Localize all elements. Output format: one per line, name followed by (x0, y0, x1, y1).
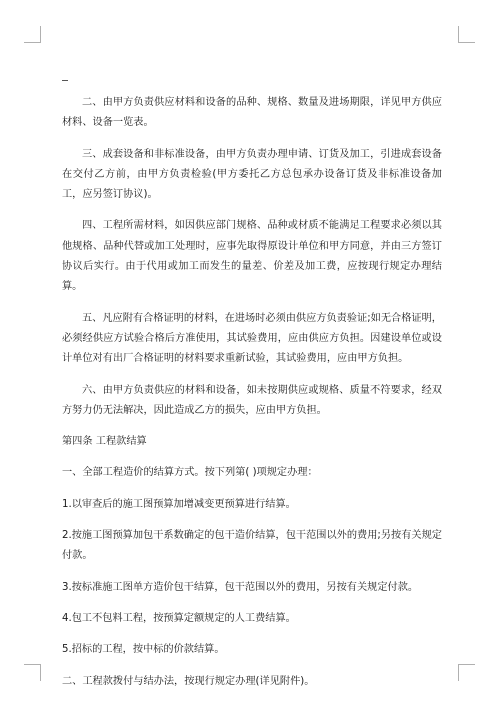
crop-mark-top-left (24, 26, 41, 43)
paragraph-material-substitution: 四、工程所需材料，如因供应部门规格、品种或材质不能满足工程要求必须以其他规格、品种代替或加工处理时，应事先取得原设计单位和甲方同意，并由三方签订协议后实行。由于代用或加工而发生的量差、价差及加工费，应按现行规定办理结算。 (62, 220, 442, 293)
list-item-5: 5.招标的工程，按中标的价款结算。 (62, 644, 225, 656)
crop-mark-bottom-right (458, 664, 475, 681)
list-item-1: 1.以审查后的施工图预算加增减变更预算进行结算。 (62, 498, 296, 510)
paragraph-supply-delay: 六、由甲方负责供应的材料和设备，如未按期供应或规格、质量不符要求，经双方努力仍无法解决，因此造成乙方的损失，应由甲方负担。 (62, 384, 442, 416)
list-item-3: 3.按标准施工图单方造价包干结算，包干范围以外的费用，另按有关规定付款。 (62, 581, 419, 593)
paragraph-certificate-verification: 五、凡应附有合格证明的材料，在进场时必须由供应方负责验证;如无合格证明，必须经供应方试验合格后方准使用，其试验费用，应由供应方负担。因建设单位或设计单位对有出厂合格证明的材料要求重新试验，其试验费用，应由甲方负担。 (62, 312, 442, 365)
text-cursor-marker (62, 80, 68, 81)
paragraph-materials-supply: 二、由甲方负责供应材料和设备的品种、规格、数量及进场期限，详见甲方供应材料、设备一览表。 (62, 97, 442, 129)
paragraph-complete-equipment: 三、成套设备和非标准设备，由甲方负责办理申请、订货及加工，引进成套设备在交付乙方前，由甲方负责检验(甲方委托乙方总包承办设备订货及非标准设备加工，应另签订协议)。 (62, 148, 442, 201)
document-body (62, 93, 442, 703)
list-item-2: 2.按施工图预算加包干系数确定的包干造价结算，包干范围以外的费用;另按有关规定付款。 (62, 530, 442, 562)
list-item-4: 4.包工不包料工程，按预算定额规定的人工费结算。 (62, 612, 296, 624)
crop-mark-top-right (458, 26, 475, 43)
section-heading-settlement: 第四条 工程款结算 (62, 436, 147, 448)
paragraph-settlement-method: 一、全部工程造价的结算方式。按下列第( )项规定办理： (62, 467, 318, 479)
crop-mark-bottom-left (24, 664, 41, 681)
paragraph-payment-method: 二、工程款拨付与结办法，按现行规定办理(详见附件)。 (62, 675, 315, 687)
